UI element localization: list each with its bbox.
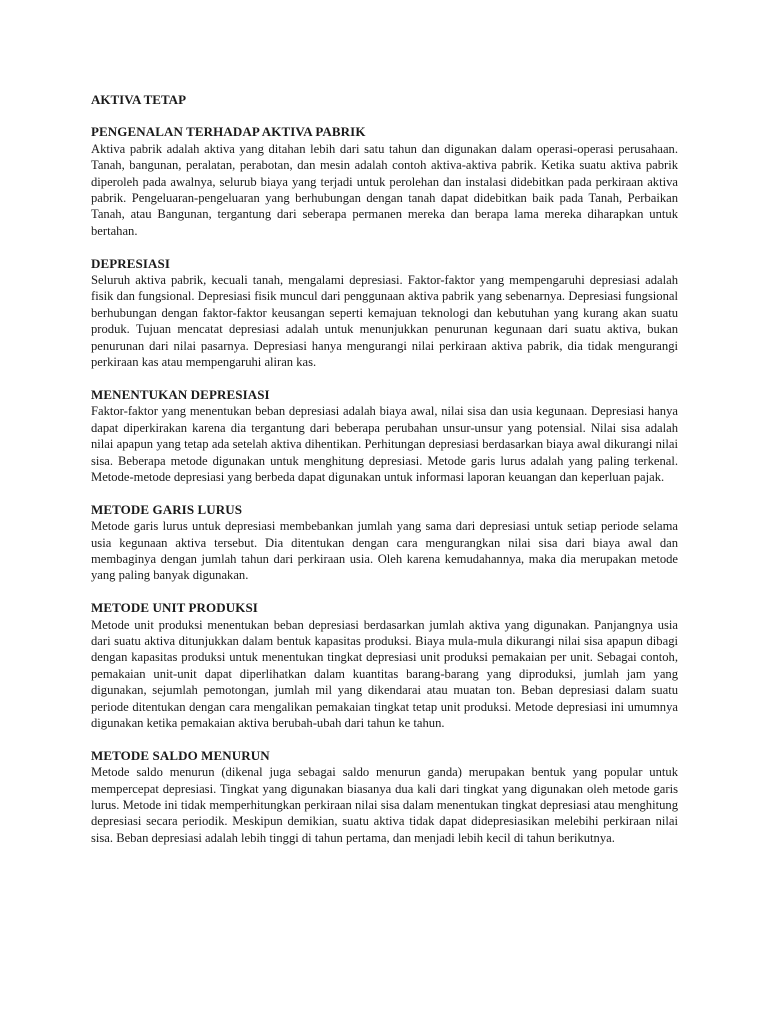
section-metode-garis-lurus [91, 502, 678, 584]
section-heading: MENENTUKAN DEPRESIASI [91, 386, 270, 402]
section-heading: PENGENALAN TERHADAP AKTIVA PABRIK [91, 124, 366, 140]
section-metode-saldo-menurun [91, 748, 678, 846]
section-paragraph: Seluruh aktiva pabrik, kecuali tanah, mengalami depresiasi. Faktor-faktor yang mempengaruhi depresiasi adalah fisik dan fungsional. Depresiasi fisik muncul dari penggunaan aktiva pabrik yang sebenarnya. Depresiasi fungsional berhubungan dengan faktor-faktor keusangan seperti kemajuan teknologi dan kebutuhan yang kurang akan suatu produk. Tujuan mencatat depresiasi adalah untuk menunjukkan penurunan kegunaan dari suatu aktiva, bukan penurunan dari nilai pasarnya. Depresiasi hanya mengurangi nilai perkiraan aktiva pabrik, dia tidak mengurangi perkiraan kas atau mempengaruhi aliran kas. [91, 273, 678, 370]
section-heading: DEPRESIASI [91, 255, 171, 271]
section-paragraph: Metode saldo menurun (dikenal juga sebagai saldo menurun ganda) merupakan bentuk yang popular untuk mempercepat depresiasi. Tingkat yang digunakan biasanya dua kali dari tingkat yang digunakan oleh metode garis lurus. Metode ini tidak memperhitungkan perkiraan nilai sisa dalam menentukan tingkat depresiasi atau menghitung depresiasi secara periodik. Meskipun demikian, suatu aktiva tidak dapat didepresiasikan melebihi perkiraan nilai sisa. Beban depresiasi adalah lebih tinggi di tahun pertama, dan menjadi lebih kecil di tahun berikutnya. [91, 765, 678, 845]
document-page [91, 92, 678, 863]
section-pengenalan [91, 124, 678, 239]
section-heading: METODE GARIS LURUS [91, 501, 243, 517]
section-metode-unit-produksi [91, 600, 678, 731]
section-paragraph: Metode garis lurus untuk depresiasi membebankan jumlah yang sama dari depresiasi untuk setiap periode selama usia kegunaan aktiva tersebut. Dia ditentukan dengan cara mengurangkan nilai sisa dari biaya awal dan membaginya dengan jumlah tahun dari perkiraan usia. Oleh karena kemudahannya, maka dia merupakan metode yang paling banyak digunakan. [91, 519, 678, 583]
section-paragraph: Faktor-faktor yang menentukan beban depresiasi adalah biaya awal, nilai sisa dan usia kegunaan. Depresiasi hanya dapat diperkirakan karena dia tergantung dari beberapa perubahan unsur-unsur yang potensial. Nilai sisa adalah nilai apapun yang tetap ada setelah aktiva dihentikan. Perhitungan depresiasi berdasarkan biaya awal dikurangi nilai sisa. Beberapa metode digunakan untuk menghitung depresiasi. Metode garis lurus adalah yang paling terkenal. Metode-metode depresiasi yang berbeda dapat digunakan untuk informasi laporan keuangan dan keperluan pajak. [91, 404, 678, 484]
section-menentukan-depresiasi [91, 387, 678, 485]
document-title: AKTIVA TETAP [91, 92, 187, 107]
section-heading: METODE UNIT PRODUKSI [91, 600, 258, 616]
section-heading: METODE SALDO MENURUN [91, 747, 270, 763]
section-depresiasi [91, 256, 678, 371]
section-paragraph: Aktiva pabrik adalah aktiva yang ditahan lebih dari satu tahun dan digunakan dalam operasi-operasi perusahaan. Tanah, bangunan, peralatan, perabotan, dan mesin adalah contoh aktiva-aktiva pabrik. Ketika suatu aktiva pabrik diperoleh pada awalnya, selurub biaya yang terjadi untuk perolehan dan instalasi didebitkan pada perkiraan aktiva pabrik. Pengeluaran-pengeluaran yang berhubungan dengan tanah dapat didebitkan baik pada Tanah, Perbaikan Tanah, atau Bangunan, tergantung dari seberapa permanen mereka dan berapa lama mereka diharapkan untuk bertahan. [91, 141, 678, 238]
section-paragraph: Metode unit produksi menentukan beban depresiasi berdasarkan jumlah aktiva yang digunakan. Panjangnya usia dari suatu aktiva ditunjukkan dalam bentuk kapasitas produksi. Biaya mula-mula dikurangi nilai sisa apapun dibagi dengan kapasitas produksi untuk menentukan tingkat depresiasi unit produksi pemakaian per unit. Sebagai contoh, pemakaian unit-unit dapat diperlihatkan dalam kuantitas barang-barang yang diproduksi, jumlah jam yang digunakan, sejumlah pemotongan, jumlah mil yang dikendarai atau muatan ton. Beban depresiasi dalam suatu periode ditentukan dengan cara mengalikan pemakaian tingkat tetap unit produksi. Metode depresiasi ini umumnya digunakan ketika pemakaian aktiva berubah-ubah dari tahun ke tahun. [91, 617, 678, 730]
